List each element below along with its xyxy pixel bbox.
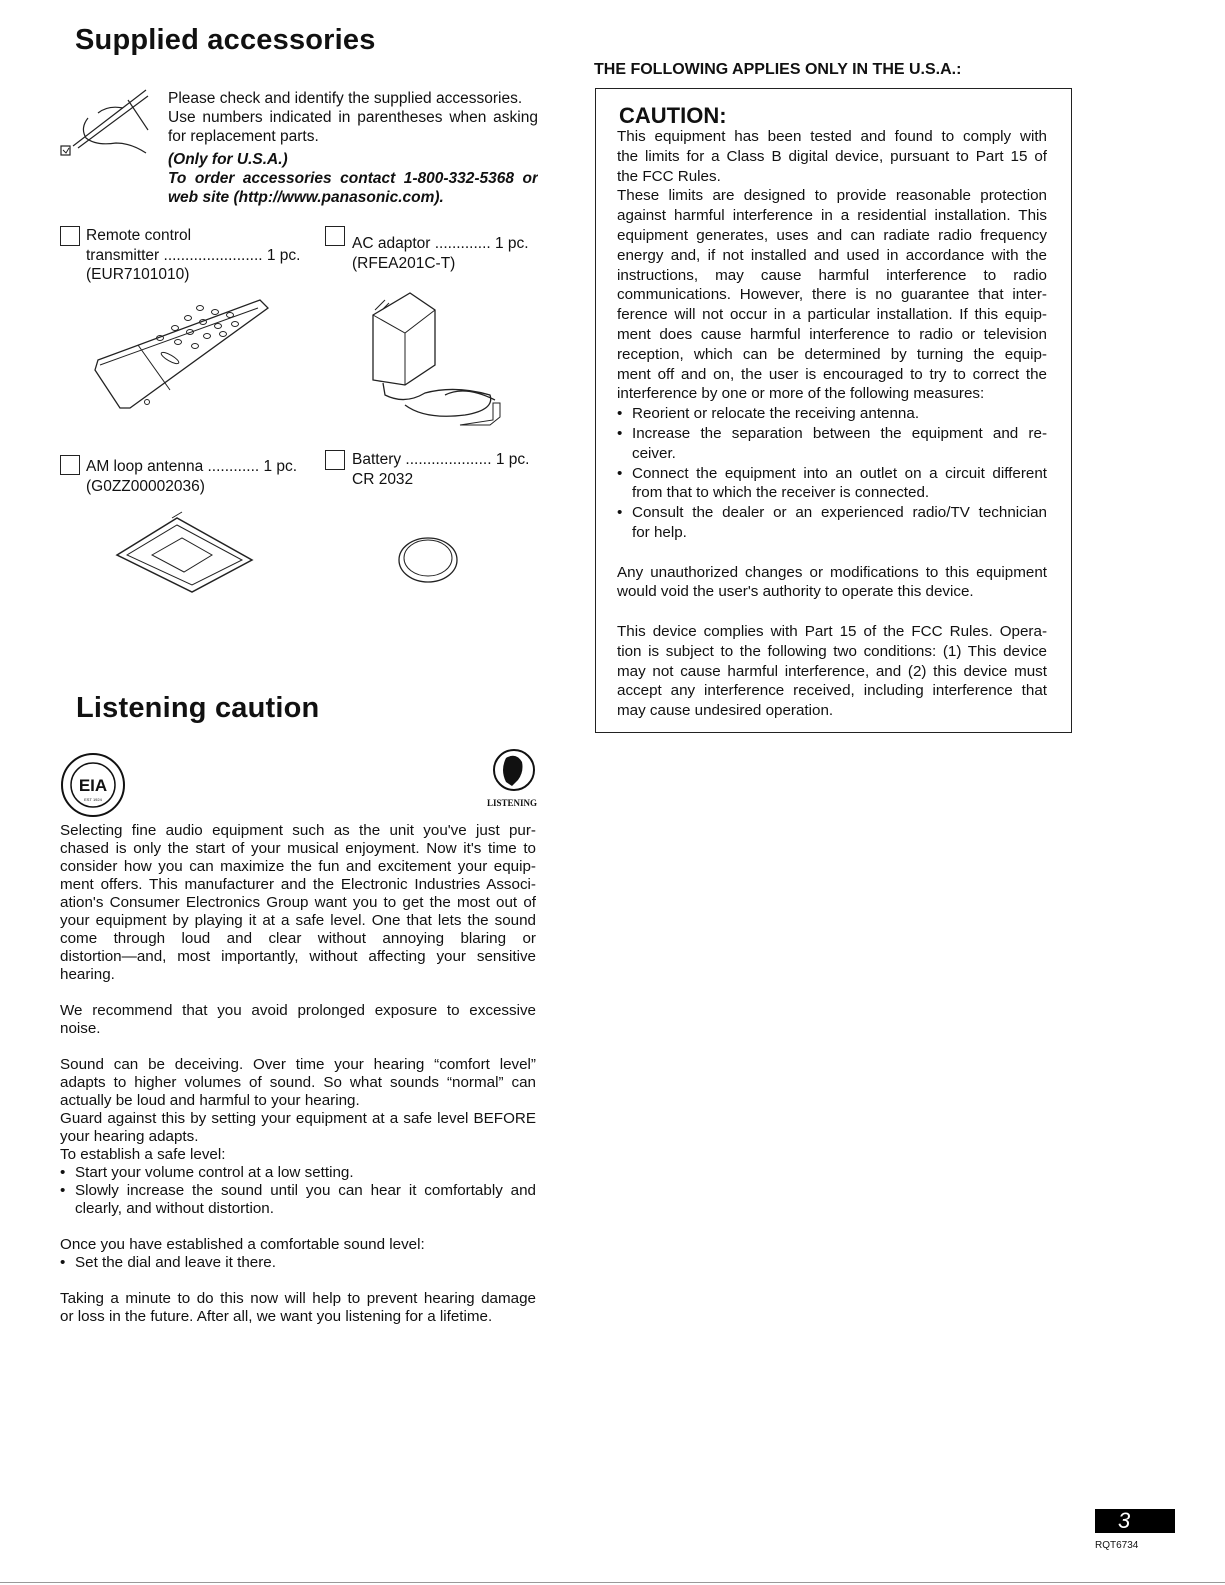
text-line: • Slowly increase the sound until you can hear it comfortably and <box>75 1182 536 1199</box>
accessory-remote <box>60 226 306 285</box>
checkbox[interactable] <box>325 226 345 246</box>
item-name: Remote control <box>86 227 192 244</box>
text-line: accept any interference received, including interference that <box>617 682 1047 700</box>
paragraph-group <box>60 1290 536 1326</box>
item-qty: transmitter ....................... 1 pc. <box>86 246 301 264</box>
text-line: reception, which can be determined by turning the equip- <box>617 345 1047 363</box>
text-line: from that to which the receiver is connected. <box>632 484 930 502</box>
paragraph-group <box>617 622 1047 721</box>
text-line: • Connect the equipment into an outlet on a circuit different <box>632 464 1047 482</box>
text-line: ceiver. <box>632 444 676 462</box>
text-line: for help. <box>632 523 687 541</box>
usa-heading: THE FOLLOWING APPLIES ONLY IN THE U.S.A.: <box>594 61 962 78</box>
text-line: ation's Consumer Electronics Group want you to get the most out of <box>60 894 536 911</box>
text-line: ment does cause harmful interference to radio or television <box>617 325 1047 343</box>
paragraph-group <box>60 1002 536 1038</box>
am-loop-antenna-illustration <box>112 510 257 595</box>
paragraph <box>60 822 536 984</box>
text-line: We recommend that you avoid prolonged exposure to excessive <box>60 1002 536 1019</box>
eia-est-text: EST 1924 <box>84 797 102 802</box>
text-line: adapts to higher volumes of sound. So what sounds “normal” can <box>60 1074 536 1091</box>
text-line: energy and, if not installed and used in accordance with the <box>617 246 1047 264</box>
text-line: may cause undesired operation. <box>617 702 834 720</box>
hand-writing-icon <box>58 88 153 168</box>
listening-body <box>60 822 536 1344</box>
text-line: To establish a safe level: <box>60 1146 226 1163</box>
caution-body <box>617 127 1047 741</box>
checkbox[interactable] <box>325 450 345 470</box>
text-line: ment offers. This manufacturer and the Electronic Industries Associ- <box>60 876 536 893</box>
text-line: ference will not occur in a particular installation. If this equip- <box>617 306 1047 324</box>
bullet-item <box>60 1182 536 1218</box>
text-line: distortion—and, most importantly, without affecting your sensitive <box>60 948 536 965</box>
text-line: • Set the dial and leave it there. <box>75 1254 276 1271</box>
paragraph <box>60 1056 536 1110</box>
paragraph <box>60 1290 536 1326</box>
text-line: against harmful interference in a residential installation. This <box>617 207 1047 225</box>
usa-note: (Only for U.S.A.) <box>168 151 288 168</box>
text-line: communications. However, there is no guarantee that inter- <box>617 286 1047 304</box>
text-line: Sound can be deceiving. Over time your hearing “comfort level” <box>60 1056 536 1073</box>
bullet-item <box>617 503 1047 543</box>
text-line: instructions, may cause harmful interference to radio <box>617 266 1047 284</box>
text-line: equipment generates, uses and can radiate radio frequency <box>617 226 1047 244</box>
text-line: These limits are designed to provide reasonable protection <box>617 187 1047 205</box>
accessory-ac-adaptor <box>325 226 542 273</box>
bullet-item <box>60 1254 536 1272</box>
section-title-accessories: Supplied accessories <box>75 24 376 56</box>
text-line: This device complies with Part 15 of the FCC Rules. Opera- <box>617 622 1047 640</box>
paragraph-group <box>617 127 1047 543</box>
paragraph-group <box>60 1056 536 1218</box>
paragraph <box>617 186 1047 404</box>
text-line: may not cause harmful interference, and (2) this device must <box>617 662 1047 680</box>
text-line: noise. <box>60 1020 101 1037</box>
text-line: Guard against this by setting your equipment at a safe level BEFORE <box>60 1110 536 1127</box>
checkbox[interactable] <box>60 226 80 246</box>
bullet-item <box>617 404 1047 424</box>
intro-line: for replacement parts. <box>168 128 319 145</box>
text-line: come through loud and clear without annoying blaring or <box>60 930 536 947</box>
text-line: the limits for a Class B digital device, pursuant to Part 15 of <box>617 147 1047 165</box>
text-line: This equipment has been tested and found to comply with <box>617 128 1047 145</box>
text-line: your hearing adapts. <box>60 1128 199 1145</box>
text-line: Once you have established a comfortable sound level: <box>60 1236 425 1253</box>
item-part-number: (RFEA201C-T) <box>352 254 456 272</box>
paragraph-group <box>60 1236 536 1272</box>
accessories-intro <box>168 89 538 207</box>
paragraph <box>60 1146 536 1164</box>
checkbox[interactable] <box>60 455 80 475</box>
bullet-item <box>617 424 1047 464</box>
text-line: tion is subject to the following two conditions: (1) This device <box>617 642 1047 660</box>
text-line: the FCC Rules. <box>617 167 721 185</box>
text-line: Selecting fine audio equipment such as the unit you've just pur- <box>60 822 536 839</box>
listening-logo <box>484 748 538 814</box>
text-line: hearing. <box>60 966 115 983</box>
item-part-number: (G0ZZ00002036) <box>86 477 205 495</box>
accessory-battery <box>325 450 542 489</box>
text-line: Taking a minute to do this now will help to prevent hearing damage <box>60 1290 536 1307</box>
text-line: or loss in the future. After all, we want you listening for a lifetime. <box>60 1308 493 1325</box>
bottom-rule <box>0 1582 1225 1583</box>
text-line: • Start your volume control at a low setting. <box>75 1164 354 1181</box>
paragraph <box>60 1236 536 1254</box>
ac-adaptor-illustration <box>365 285 520 435</box>
bullet-item <box>60 1164 536 1182</box>
intro-line: Please check and identify the supplied accessories. <box>168 90 523 107</box>
item-name: Battery .................... 1 pc. <box>352 451 530 468</box>
paragraph <box>617 127 1047 186</box>
item-part-number: CR 2032 <box>352 470 414 488</box>
paragraph <box>60 1002 536 1038</box>
item-name: AC adaptor ............. 1 pc. <box>352 235 529 252</box>
text-line: your equipment by playing it at a safe level. One that lets the sound <box>60 912 536 929</box>
battery-illustration <box>396 536 460 586</box>
caution-box <box>595 88 1072 733</box>
intro-line: Use numbers indicated in parentheses when asking <box>168 109 538 126</box>
eia-logo <box>60 752 126 818</box>
paragraph <box>617 563 1047 603</box>
order-line: web site (http://www.panasonic.com). <box>168 189 444 206</box>
bullet-item <box>617 464 1047 504</box>
text-line: Any unauthorized changes or modifications to this equipment <box>617 563 1047 581</box>
caution-title: CAUTION: <box>619 103 727 128</box>
section-title-listening: Listening caution <box>76 692 320 724</box>
accessory-am-antenna <box>60 455 306 496</box>
text-line: actually be loud and harmful to your hearing. <box>60 1092 360 1109</box>
text-line: would void the user's authority to operate this device. <box>617 583 974 601</box>
text-line: • Consult the dealer or an experienced radio/TV technician <box>632 504 1047 522</box>
text-line: interference by one or more of the following measures: <box>617 385 985 403</box>
text-line: clearly, and without distortion. <box>75 1200 274 1217</box>
text-line: consider how you can maximize the fun and excitement your equip- <box>60 858 536 875</box>
eia-logo-text: EIA <box>78 776 108 795</box>
item-part-number: (EUR7101010) <box>86 266 190 283</box>
paragraph <box>617 622 1047 721</box>
listening-logo-text: LISTENING <box>486 798 538 808</box>
item-name: AM loop antenna ............ 1 pc. <box>86 458 298 475</box>
paragraph-group <box>617 563 1047 603</box>
page-number: 3 <box>1095 1509 1175 1533</box>
paragraph-group <box>60 822 536 984</box>
text-line: chased is only the start of your musical enjoyment. Now it's time to <box>60 840 536 857</box>
remote-control-illustration <box>90 290 280 415</box>
paragraph <box>60 1110 536 1146</box>
document-code: RQT6734 <box>1095 1540 1139 1551</box>
text-line: ment off and on, the user is encouraged to try to correct the <box>617 365 1047 383</box>
text-line: • Reorient or relocate the receiving antenna. <box>632 405 920 423</box>
order-line: To order accessories contact 1-800-332-5368 or <box>168 170 538 187</box>
text-line: • Increase the separation between the equipment and re- <box>632 424 1047 442</box>
